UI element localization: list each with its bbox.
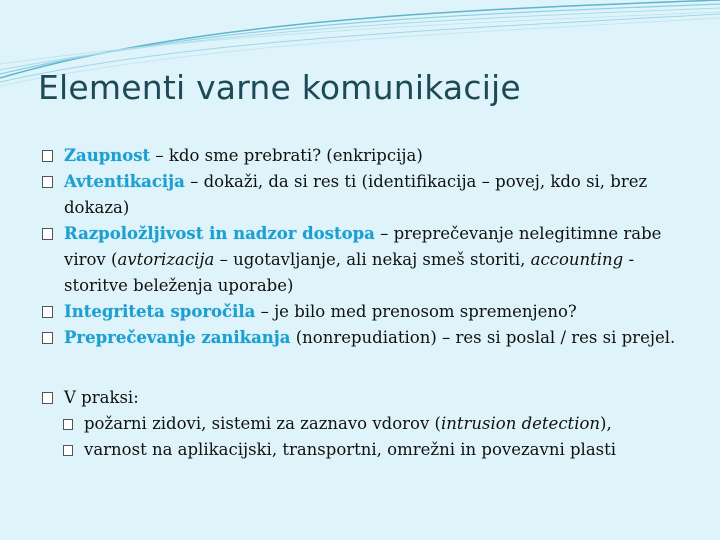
spacer xyxy=(38,351,698,385)
item-text: – je bilo med prenosom spremenjeno? xyxy=(255,302,577,321)
list-item xyxy=(38,325,698,351)
practice-label: V praksi: xyxy=(64,388,139,407)
list-item xyxy=(38,221,698,299)
square-bullet-icon xyxy=(42,228,53,240)
term: Avtentikacija xyxy=(64,172,185,191)
item-text: varnost na aplikacijski, transportni, omrežni in povezavni plasti xyxy=(84,440,617,459)
square-bullet-icon xyxy=(63,419,73,430)
item-text: požarni zidovi, sistemi za zaznavo vdorov ( xyxy=(84,414,441,433)
square-bullet-icon xyxy=(42,392,53,404)
term: Razpoložljivost in nadzor dostopa xyxy=(64,224,375,243)
square-bullet-icon xyxy=(42,306,53,318)
term: Zaupnost xyxy=(64,146,151,165)
italic-term: intrusion detection xyxy=(441,414,601,433)
item-text: – kdo sme prebrati? (enkripcija) xyxy=(150,146,423,165)
item-text: ), xyxy=(600,414,612,433)
item-text: – preprečevanje nelegitimne rabe virov ( xyxy=(64,224,662,269)
list-item xyxy=(38,299,698,325)
sub-list-item xyxy=(38,411,698,437)
italic-term: accounting xyxy=(530,250,624,269)
sub-list-item xyxy=(38,437,698,463)
slide-title: Elementi varne komunikacije xyxy=(38,68,521,107)
item-text: (nonrepudiation) – res si poslal / res si prejel. xyxy=(290,328,676,347)
italic-term: avtorizacija xyxy=(117,250,215,269)
term: Integriteta sporočila xyxy=(64,302,256,321)
item-text: - storitve beleženja uporabe) xyxy=(64,250,635,295)
term: Preprečevanje zanikanja xyxy=(64,328,291,347)
list-item xyxy=(38,169,698,221)
square-bullet-icon xyxy=(42,150,53,162)
square-bullet-icon xyxy=(42,332,53,344)
list-item xyxy=(38,143,698,169)
slide-content xyxy=(38,143,698,463)
item-text: – ugotavljanje, ali nekaj smeš storiti, xyxy=(214,250,531,269)
item-text: – dokaži, da si res ti (identifikacija – povej, kdo si, brez dokaza) xyxy=(64,172,648,217)
square-bullet-icon xyxy=(63,445,73,456)
list-item xyxy=(38,385,698,411)
square-bullet-icon xyxy=(42,176,53,188)
